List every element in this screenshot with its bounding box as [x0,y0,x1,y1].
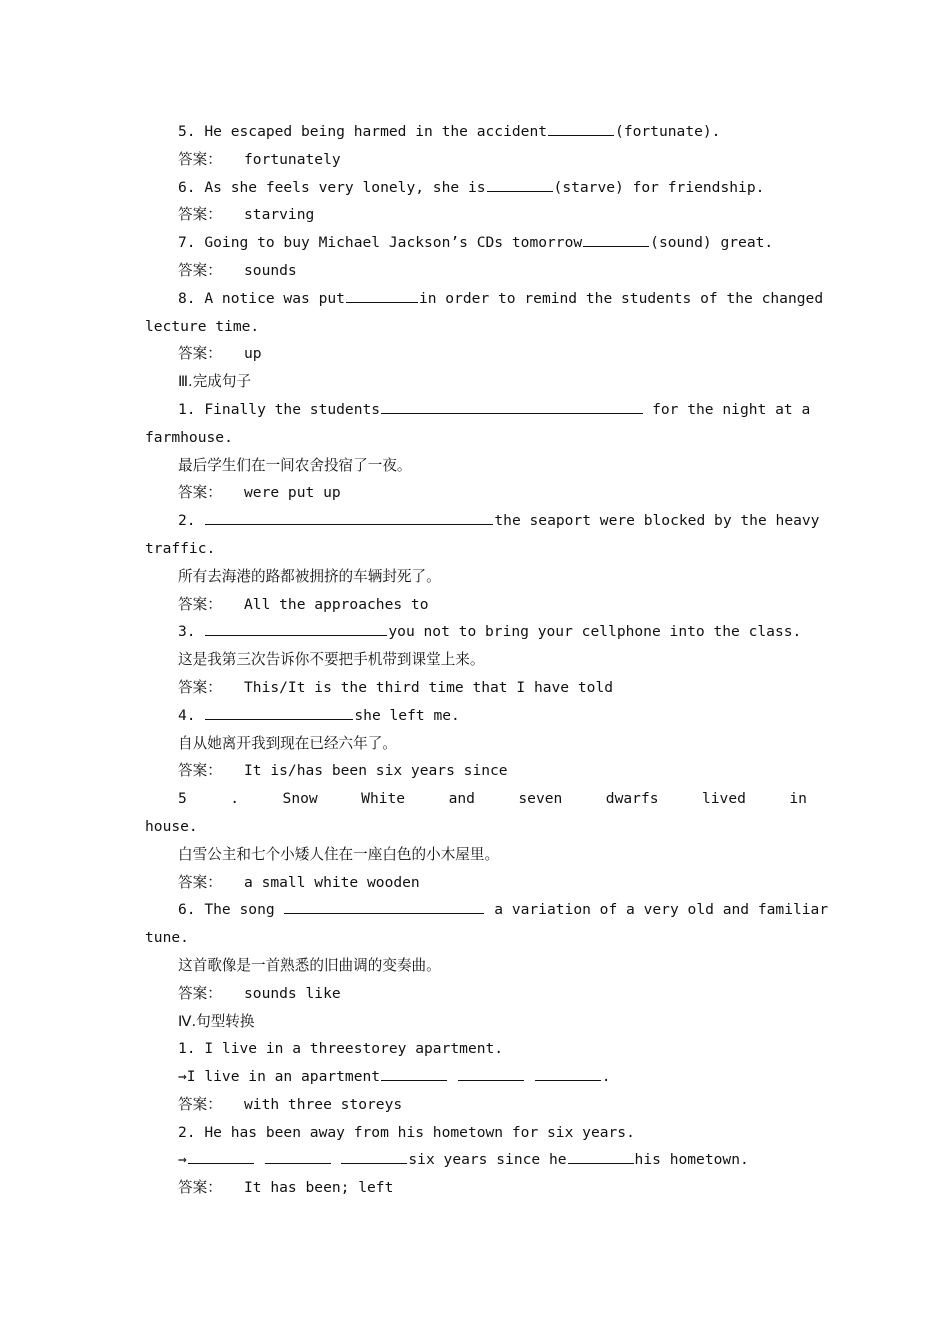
fill-blank-section [145,118,807,285]
answer-t2: 答案： It has been; left [145,1174,807,1202]
sentence-3-chinese: 这是我第三次告诉你不要把手机带到课堂上来。 [178,651,485,669]
sentence-5: 5 . Snow White and seven dwarfs lived in [178,790,807,808]
question-8-cont: lecture time. [145,317,260,335]
answer-blank[interactable] [548,120,614,136]
answer-label: 答案： [178,762,222,780]
answer-l6: 答案： sounds [145,257,807,285]
transform-2: 2. He has been away from his hometown for six years. [178,1123,635,1141]
answer-blank[interactable] [188,1148,254,1164]
answer-blank[interactable] [346,287,418,303]
sentence-1-cont: farmhouse. [145,428,233,446]
question-l1: 5. He escaped being harmed in the accident (fortunate). [145,118,807,146]
answer-blank[interactable] [487,176,553,192]
answer-blank[interactable] [535,1065,601,1081]
section-title-complete-sentences: Ⅲ.完成句子 [178,373,252,391]
sentence-4: 4. she left me. [145,702,807,730]
answer-l4: 答案： starving [145,201,807,229]
sentence-1: 1. Finally the students for the night at a [145,396,807,424]
sentence-1-chinese: 最后学生们在一间农舍投宿了一夜。 [178,456,412,474]
answer-label: 答案： [178,595,222,613]
answer-s2: 答案： All the approaches to [145,591,807,619]
sentence-3: 3. you not to bring your cellphone into the class. [145,618,807,646]
answer-blank[interactable] [583,231,649,247]
answer-label: 答案： [178,484,222,502]
answer-s5: 答案： a small white wooden [145,869,807,897]
sentence-5-chinese: 白雪公主和七个小矮人住在一座白色的小木屋里。 [178,845,500,863]
answer-s4: 答案： It is/has been six years since [145,757,807,785]
sentence-2-chinese: 所有去海港的路都被拥挤的车辆封死了。 [178,567,441,585]
sentence-6-cont: tune. [145,929,189,947]
answer-blank[interactable] [284,898,484,914]
question-8: 8. A notice was put in order to remind the students of the changed [145,285,807,313]
answer-label: 答案： [178,261,222,279]
answer-blank[interactable] [341,1148,407,1164]
answer-t1: 答案： with three storeys [145,1091,807,1119]
answer-8: 答案： up [145,340,807,368]
transform-1-target: →I live in an apartment . [145,1063,807,1091]
answer-label: 答案： [178,345,222,363]
answer-blank[interactable] [265,1148,331,1164]
answer-label: 答案： [178,150,222,168]
answer-label: 答案： [178,678,222,696]
sentence-2-cont: traffic. [145,539,216,557]
answer-blank[interactable] [205,620,387,636]
answer-l2: 答案： fortunately [145,146,807,174]
answer-blank[interactable] [205,509,493,525]
answer-label: 答案： [178,873,222,891]
sentence-4-chinese: 自从她离开我到现在已经六年了。 [178,734,397,752]
answer-s3: 答案： This/It is the third time that I have told [145,674,807,702]
answer-blank[interactable] [458,1065,524,1081]
answer-s6: 答案： sounds like [145,980,807,1008]
question-l3: 6. As she feels very lonely, she is (starve) for friendship. [145,174,807,202]
answer-label: 答案： [178,984,222,1002]
exercise-page [145,118,829,1202]
answer-blank[interactable] [381,398,643,414]
sentence-2: 2. the seaport were blocked by the heavy [145,507,807,535]
answer-s1: 答案： were put up [145,479,807,507]
answer-blank[interactable] [381,1065,447,1081]
question-l5: 7. Going to buy Michael Jackson’s CDs tomorrow (sound) great. [145,229,807,257]
section-title-sentence-transformation: Ⅳ.句型转换 [178,1012,255,1030]
answer-blank[interactable] [568,1148,634,1164]
answer-label: 答案： [178,1179,222,1197]
transform-2-target: → six years since he his hometown. [145,1146,807,1174]
sentence-5-cont: house. [145,817,198,835]
answer-label: 答案： [178,206,222,224]
sentence-6-chinese: 这首歌像是一首熟悉的旧曲调的变奏曲。 [178,956,441,974]
sentence-6: 6. The song a variation of a very old and familiar [145,896,807,924]
transform-1: 1. I live in a threestorey apartment. [178,1040,504,1058]
answer-label: 答案： [178,1095,222,1113]
answer-blank[interactable] [205,704,353,720]
